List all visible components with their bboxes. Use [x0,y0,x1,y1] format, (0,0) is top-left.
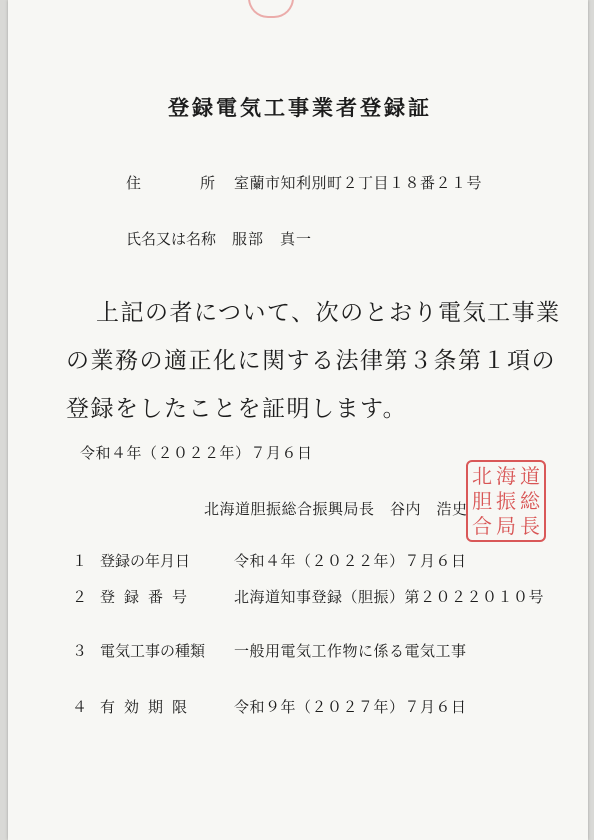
item-label-work-type: 電気工事の種類 [100,642,206,660]
name-label: 氏名又は名称 [126,230,217,248]
item-label-registration-number: 登録番号 [100,588,197,606]
seal-char: 海 [496,464,516,489]
address-label-part2: 所 [200,174,216,192]
seal-char: 合 [472,513,492,538]
seal-char: 北 [472,464,492,489]
seal-char: 長 [520,513,540,538]
item-number-4: ４ [72,698,88,716]
name-value: 服部 真一 [232,230,313,248]
item-number-1: １ [72,552,88,570]
body-text-line-2: の業務の適正化に関する法律第３条第１項の [66,348,556,374]
seal-char: 道 [520,464,540,489]
top-stamp-mark [248,0,294,18]
certificate-sheet [8,0,588,840]
issuer-name: 北海道胆振総合振興局長 谷内 浩史 [204,500,468,518]
item-value-expiry: 令和９年（２０２７年）７月６日 [234,698,467,716]
address-label-part1: 住 [126,174,142,192]
address-value: 室蘭市知利別町２丁目１８番２１号 [234,174,483,192]
seal-char: 局 [496,513,516,538]
document-title: 登録電気工事業者登録証 [168,95,432,120]
body-text-line-3: 登録をしたことを証明します。 [66,396,408,422]
seal-char: 総 [520,488,540,513]
item-value-registration-date: 令和４年（２０２２年）７月６日 [234,552,467,570]
item-label-registration-date: 登録の年月日 [100,552,191,570]
item-number-3: ３ [72,642,88,660]
item-label-expiry: 有効期限 [100,698,197,716]
body-text-line-1: 上記の者について、次のとおり電気工事業 [96,300,561,326]
seal-char: 振 [496,488,516,513]
official-seal [466,460,546,542]
issue-date: 令和４年（２０２２年）７月６日 [80,444,313,462]
seal-char: 胆 [472,488,492,513]
item-value-registration-number: 北海道知事登録（胆振）第２０２２０１０号 [234,588,545,606]
item-number-2: ２ [72,588,88,606]
item-value-work-type: 一般用電気工作物に係る電気工事 [234,642,467,660]
